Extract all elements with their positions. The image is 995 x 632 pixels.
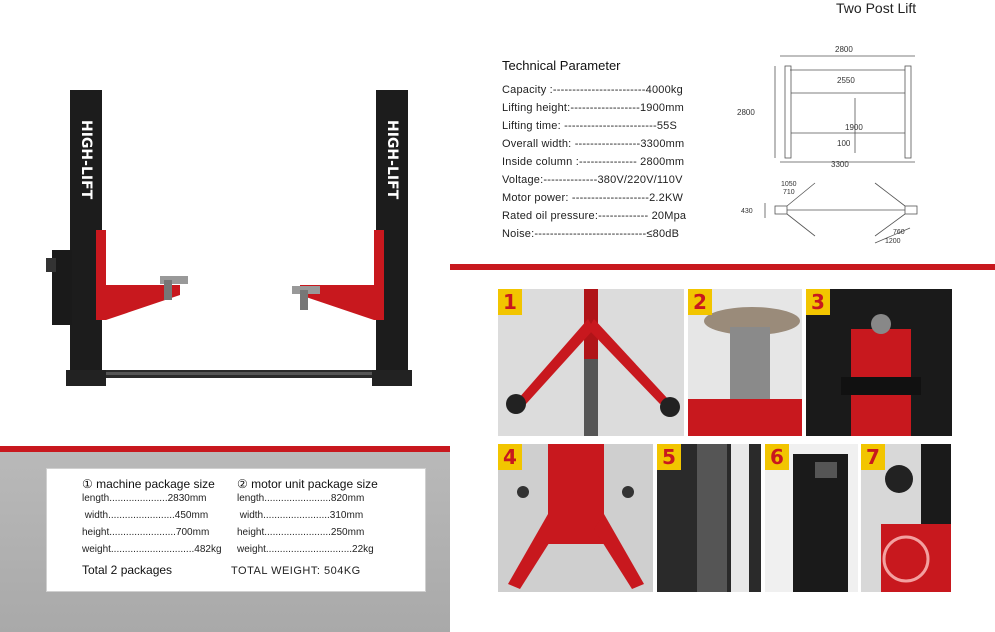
param-voltage: Voltage:--------------380V/220V/110V (502, 174, 683, 186)
motor-height: height........................250mm (237, 527, 365, 538)
detail-photo-7 (861, 444, 951, 592)
photo-number-4: 4 (498, 444, 522, 470)
detail-photo-6 (765, 444, 858, 592)
photo-number-1: 1 (498, 289, 522, 315)
photo-number-6: 6 (765, 444, 789, 470)
param-lifting-time: Lifting time: ------------------------55S (502, 120, 677, 132)
motor-width: width........................310mm (237, 510, 364, 521)
detail-photo-3 (806, 289, 952, 436)
param-lifting-height: Lifting height:------------------1900mm (502, 102, 684, 114)
detail-photo-4 (498, 444, 653, 592)
dim-height: 2800 (737, 108, 755, 117)
dim-low: 100 (837, 139, 851, 148)
dim-710: 710 (783, 189, 795, 196)
total-packages: Total 2 packages (82, 563, 173, 577)
dim-lift-height: 1900 (845, 123, 863, 132)
photo-number-5: 5 (657, 444, 681, 470)
detail-photo-1 (498, 289, 684, 436)
dim-top-width: 2800 (835, 45, 853, 54)
column-brand-right: HIGH-LIFT (384, 120, 400, 200)
photo-number-2: 2 (688, 289, 712, 315)
dim-overall: 3300 (831, 160, 849, 169)
dim-inner-width: 2550 (837, 76, 855, 85)
param-overall-width: Overall width: -----------------3300mm (502, 138, 685, 150)
machine-width: width........................450mm (82, 510, 209, 521)
total-weight: TOTAL WEIGHT: 504KG (231, 565, 361, 577)
machine-height: height........................700mm (82, 527, 210, 538)
param-oil-pressure: Rated oil pressure:------------- 20Mpa (502, 210, 687, 222)
detail-photo-5 (657, 444, 761, 592)
photo-number-3: 3 (806, 289, 830, 315)
motor-weight: weight...............................22kg (237, 544, 374, 555)
motor-length: length........................820mm (237, 493, 365, 504)
dim-430: 430 (741, 208, 753, 215)
technical-parameter-heading: Technical Parameter (502, 58, 621, 73)
machine-length: length.....................2830mm (82, 493, 207, 504)
param-inside-column: Inside column :--------------- 2800mm (502, 156, 685, 168)
package-info-box (46, 468, 426, 592)
column-brand-left: HIGH-LIFT (78, 120, 94, 200)
machine-weight: weight..............................482kg (82, 544, 222, 555)
param-capacity: Capacity :------------------------4000kg (502, 84, 683, 96)
photo-number-7: 7 (861, 444, 885, 470)
machine-package-heading: ① machine package size (82, 477, 215, 491)
dim-760: 760 (893, 229, 905, 236)
param-motor-power: Motor power: --------------------2.2KW (502, 192, 684, 204)
dim-1050: 1050 (781, 181, 797, 188)
detail-photo-2 (688, 289, 802, 436)
motor-package-heading: ② motor unit package size (237, 477, 378, 491)
divider-red-right (450, 264, 995, 270)
param-noise: Noise:-----------------------------≤80dB (502, 228, 680, 240)
page-title: Two Post Lift (836, 0, 917, 16)
dimension-drawing (735, 38, 935, 250)
dim-1200: 1200 (885, 238, 901, 245)
two-post-lift-image (40, 80, 440, 400)
